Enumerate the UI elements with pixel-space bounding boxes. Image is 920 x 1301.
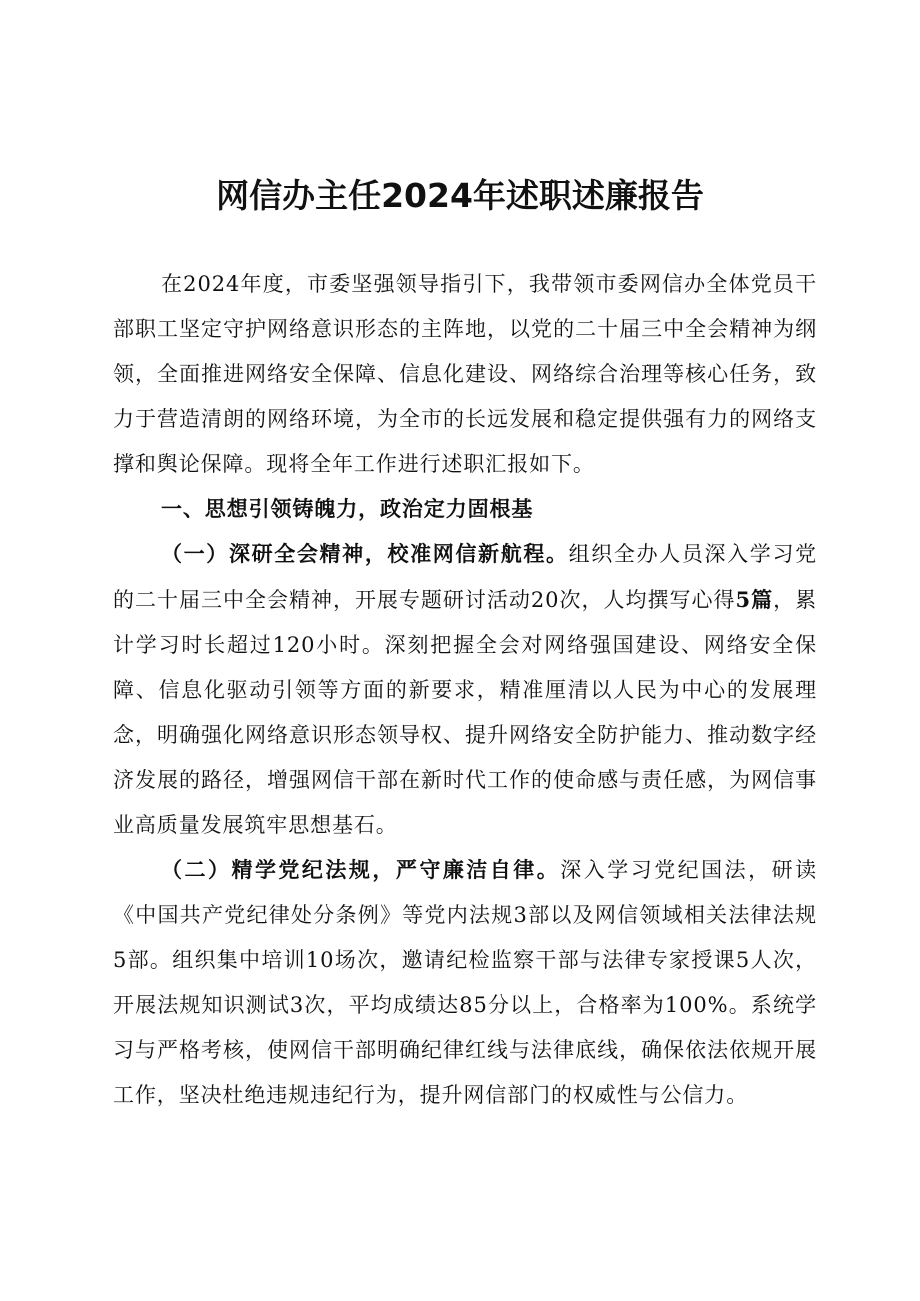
document-body [113,262,817,1118]
intro-paragraph: 在2024年度，市委坚强领导指引下，我带领市委网信办全体党员干部职工坚定守护网络意识形态的主阵地，以党的二十届三中全会精神为纲领，全面推进网络安全保障、信息化建设、网络综合治理等核心任务，致力于营造清朗的网络环境，为全市的长远发展和稳定提供强有力的网络支撑和舆论保障。现将全年工作进行述职汇报如下。 [113,272,817,476]
document-title: 网信办主任2024年述职述廉报告 [216,176,704,215]
section1-item2-paragraph [113,848,817,1118]
section1-item2-text: 深入学习党纪国法，研读《中国共产党纪律处分条例》等党内法规3部以及网信领域相关法律法规5部。组织集中培训10场次，邀请纪检监察干部与法律专家授课5人次，开展法规知识测试3次，平均成绩达85分以上，合格率为100%。系统学习与严格考核，使网信干部明确纪律红线与法律底线，确保依法依规开展工作，坚决杜绝违规违纪行为，提升网信部门的权威性与公信力。 [113,858,817,1107]
section-heading-1: 一、思想引领铸魄力，政治定力固根基 [161,497,534,521]
section1-item1-lead: （一）深研全会精神，校准网信新航程。 [161,542,569,566]
section1-item1-emphasis: 5篇 [735,587,774,612]
section1-item2-lead: （二）精学党纪法规，严守廉洁自律。 [161,858,561,882]
section1-item1-text-a: 组织全办人员深入学习党的二十届三中全会精神，开展专题研讨活动20次，人均撰写心得 [113,542,818,612]
section1-item1-text-b: ，累计学习时长超过120小时。深刻把握全会对网络强国建设、网络安全保障、信息化驱动引领等方面的新要求，精准厘清以人民为中心的发展理念，明确强化网络意识形态领导权、提升网络安全防护能力、推动数字经济发展的路径，增强网信干部在新时代工作的使命感与责任感，为网信事业高质量发展筑牢思想基石。 [113,588,817,837]
section1-item1-paragraph [113,532,817,848]
